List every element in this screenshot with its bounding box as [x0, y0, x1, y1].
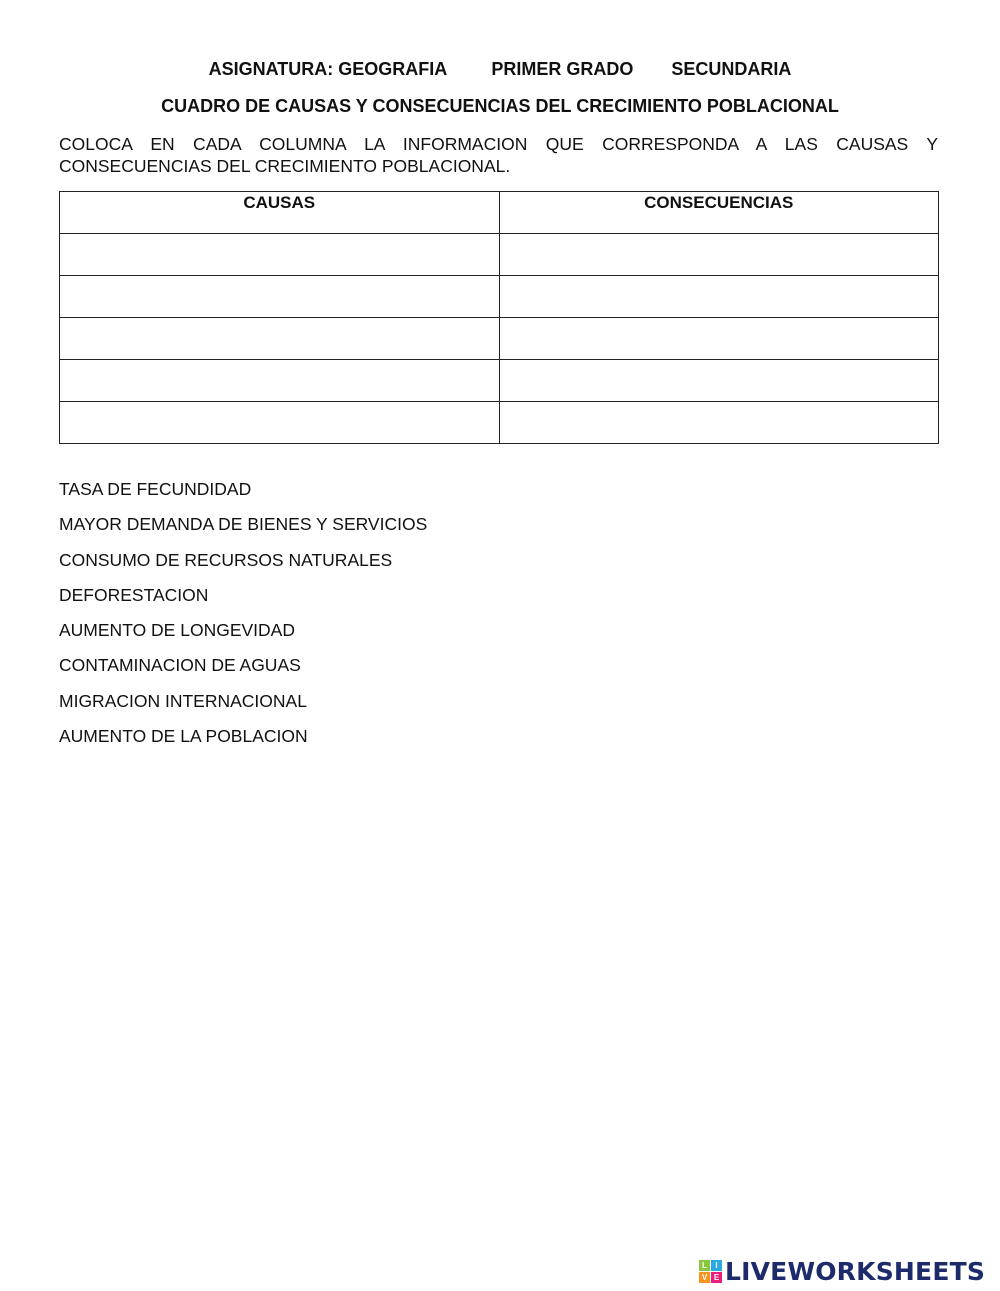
table-row [60, 318, 939, 360]
table-row [60, 360, 939, 402]
liveworksheets-logo [699, 1256, 985, 1286]
logo-tile-v: V [699, 1272, 710, 1283]
column-header-consequences: CONSECUENCIAS [499, 192, 939, 234]
table-header-row [60, 192, 939, 234]
drop-cell-causes[interactable] [60, 234, 500, 276]
word-bank-item[interactable]: MAYOR DEMANDA DE BIENES Y SERVICIOS [59, 514, 428, 535]
brand-name: LIVEWORKSHEETS [725, 1256, 986, 1286]
column-header-causes: CAUSAS [60, 192, 500, 234]
drop-cell-causes[interactable] [60, 360, 500, 402]
level-label: SECUNDARIA [671, 59, 792, 79]
word-bank [59, 479, 427, 761]
word-bank-item[interactable]: CONTAMINACION DE AGUAS [59, 655, 301, 676]
logo-tile-e: E [711, 1272, 722, 1283]
drop-cell-consequences[interactable] [499, 318, 939, 360]
instructions-text: COLOCA EN CADA COLUMNA LA INFORMACION QUE CORRESPONDA A LAS CAUSAS Y CONSECUENCIAS DEL CRECIMIENTO POBLACIONAL. [59, 134, 938, 176]
grade-label: PRIMER GRADO [491, 59, 634, 79]
header-line [0, 59, 1000, 80]
word-bank-item[interactable]: CONSUMO DE RECURSOS NATURALES [59, 549, 393, 570]
drop-cell-consequences[interactable] [499, 360, 939, 402]
table-row [60, 276, 939, 318]
drop-cell-consequences[interactable] [499, 234, 939, 276]
word-bank-item[interactable]: TASA DE FECUNDIDAD [59, 479, 252, 499]
subject-label: ASIGNATURA: GEOGRAFIA [208, 59, 448, 79]
word-bank-item[interactable]: DEFORESTACION [59, 584, 209, 605]
table-row [60, 234, 939, 276]
brand-logo-icon [699, 1260, 722, 1283]
drop-cell-consequences[interactable] [499, 402, 939, 444]
word-bank-item[interactable]: AUMENTO DE LA POBLACION [59, 726, 308, 747]
causes-consequences-table [59, 191, 939, 444]
logo-tile-l: L [699, 1260, 710, 1271]
page-title: CUADRO DE CAUSAS Y CONSECUENCIAS DEL CRECIMIENTO POBLACIONAL [161, 96, 839, 116]
word-bank-item[interactable]: AUMENTO DE LONGEVIDAD [59, 620, 295, 641]
table-row [60, 402, 939, 444]
drop-cell-causes[interactable] [60, 276, 500, 318]
logo-tile-i: I [711, 1260, 722, 1271]
drop-cell-causes[interactable] [60, 318, 500, 360]
word-bank-item[interactable]: MIGRACION INTERNACIONAL [59, 690, 307, 711]
drop-cell-causes[interactable] [60, 402, 500, 444]
drop-cell-consequences[interactable] [499, 276, 939, 318]
